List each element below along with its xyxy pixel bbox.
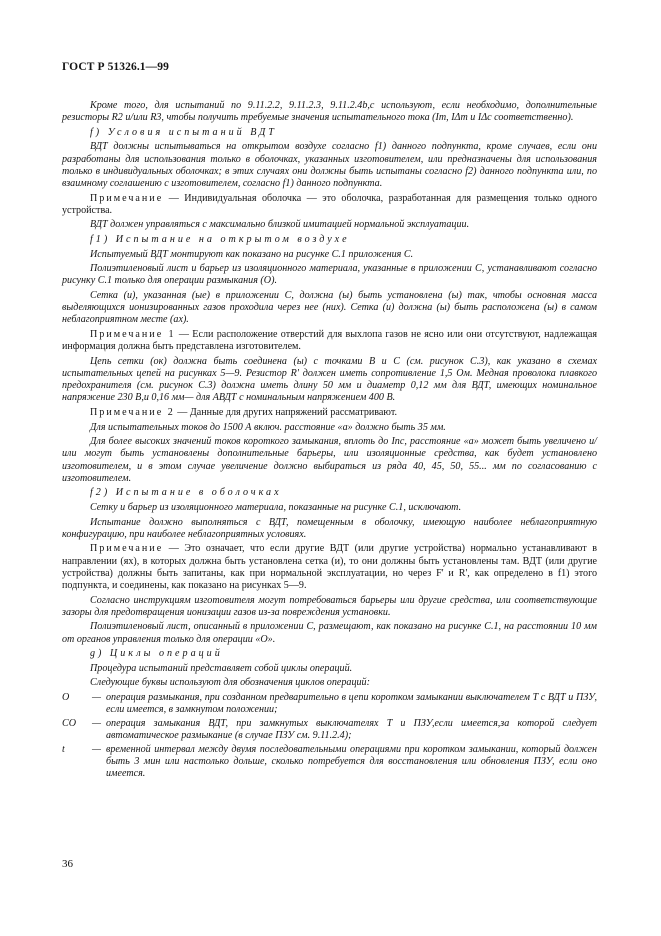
operation-key: CO <box>62 717 77 729</box>
dash: — <box>92 691 101 703</box>
note-label: Примечание 2 <box>90 406 175 418</box>
paragraph: Следующие буквы используют для обозначения циклов операций: <box>90 677 370 689</box>
paragraph: Цепь сетки (ок) должна быть соединена (ы) с точками B и C (см. рисунок С.3), как указано в схемах испытательных цепей на рисунках 5—9. Резистор R' должен иметь сопротивление 1,5 Ом. Медная проволока плавкого предохранителя (см. рисунок С.3) должна иметь длину 50 мм и диаметр 0,12 мм для ВДТ, имеющих номинальное напряжение 230 В,и 0,16 мм— для АВДТ с номинальным напряжением 400 В. <box>62 355 597 404</box>
operation-text: временной интервал между двумя последовательными операциями при коротком замыкании, который должен быть 3 мин или настолько дольше, сколько потребуется для восстановления или обновления ПЗУ, если оно имеется. <box>106 743 597 780</box>
operation-text: операция размыкания, при созданном предварительно в цепи коротком замыкании выключателем T с ВДТ и ПЗУ, если имеется, в замкнутом положении; <box>106 691 597 716</box>
note <box>62 329 597 353</box>
note <box>62 407 597 419</box>
operation-text: операция замыкания ВДТ, при замкнутых выключателях T и ПЗУ,если имеется,за которой следует автоматическое размыкание (в случае ПЗУ см. 9.11.2.4); <box>106 717 597 742</box>
paragraph: Испытание должно выполняться с ВДТ, помещенным в оболочку, имеющую наиболее неблагоприятную конфигурацию, при наиболее неблагоприятных условиях. <box>62 516 597 540</box>
operation-key: O <box>62 691 70 703</box>
dash: — <box>92 717 101 729</box>
paragraph: Полиэтиленовый лист и барьер из изоляционного материала, указанные в приложении С, устанавливают согласно рисунку С.1 только для операции размыкания (О). <box>62 263 597 287</box>
page-number: 36 <box>62 858 73 870</box>
note-label: Примечание <box>90 543 164 555</box>
note-label: Примечание 1 <box>90 328 176 340</box>
note <box>62 543 597 592</box>
note-text: — Если расположение отверстий для выхлопа газов не ясно или они отсутствуют, надлежащая информация должна быть представлена изготовителем. <box>62 328 597 353</box>
paragraph: Сетка (и), указанная (ые) в приложении С, должна (ы) быть установлена (ы) так, чтобы основная масса выделяющихся ионизированных газов проходила через нее (них). Сетка (и) должна (ы) быть расположена (ы) в самом неблагоприятном месте (ах). <box>62 289 597 326</box>
operation-definition-t <box>62 744 597 781</box>
paragraph: Сетку и барьер из изоляционного материала, показанные на рисунке С.1, исключают. <box>90 501 462 513</box>
section-heading-f2: f2) Испытание в оболочках <box>90 487 282 499</box>
paragraph: ВДТ должны испытываться на открытом воздухе согласно f1) данного подпункта, кроме случаев, если они разработаны для использования только в оболочках, указанных изготовителем, или предназначены для использования только в индивидуальных оболочках; в этих случаях они должны быть испытаны согласно f2) данного подпункта или, по взаимному соглашению с изготовителем, согласно f1) данного подпункта. <box>62 141 597 189</box>
page-body <box>62 100 597 782</box>
paragraph: Процедура испытаний представляет собой циклы операций. <box>90 662 353 674</box>
note-text: — Данные для других напряжений рассматривают. <box>174 406 397 418</box>
dash: — <box>92 743 101 755</box>
operation-definition-o <box>62 692 597 716</box>
section-heading-f1: f1) Испытание на открытом воздухе <box>90 233 350 245</box>
section-heading-g: g) Циклы операций <box>90 648 223 660</box>
note-text: — Индивидуальная оболочка — это оболочка, разработанная для размещения только одного устройства. <box>62 192 597 216</box>
paragraph: Согласно инструкциям изготовителя могут потребоваться барьеры или другие средства, или соответствующие зазоры для предотвращения ионизации газов из-за повреждения установки. <box>62 594 597 618</box>
operation-definition-co <box>62 718 597 742</box>
paragraph: Полиэтиленовый лист, описанный в приложении С, размещают, как показано на рисунке С.1, на расстоянии 10 мм от органов управления только для операции «О». <box>62 621 597 645</box>
note-text: — Это означает, что если другие ВДТ (или другие устройства) нормально устанавливают в направлении (ях), в которых должна быть установлена сетка (и), то они должны быть установлены там. ВДТ (или другие устройства) должны быть запитаны, как при нормальной эксплуатации, но через F' и R', как определено в f1) этого подпункта, и соединены, как показано на рисунках 5—9. <box>62 543 597 591</box>
operation-key: t <box>62 743 65 755</box>
paragraph: ВДТ должен управляться с максимально близкой имитацией нормальной эксплуатации. <box>90 219 470 231</box>
paragraph: Кроме того, для испытаний по 9.11.2.2, 9.11.2.3, 9.11.2.4b,c используют, если необходимо, дополнительные резисторы R2 и/или R3, чтобы получить требуемые значения испытательного тока (Im, IΔm и IΔc соответственно). <box>62 100 597 124</box>
note-label: Примечание <box>90 192 164 204</box>
note <box>62 193 597 217</box>
section-heading-f: f) Условия испытаний ВДТ <box>90 126 277 138</box>
paragraph: Для испытательных токов до 1500 А включ. расстояние «а» должно быть 35 мм. <box>90 421 446 433</box>
paragraph: Испытуемый ВДТ монтируют как показано на рисунке С.1 приложения С. <box>90 248 414 260</box>
document-header: ГОСТ Р 51326.1—99 <box>62 61 169 73</box>
paragraph: Для более высоких значений токов короткого замыкания, вплоть до Inc, расстояние «а» может быть увеличено и/или могут быть установлены дополнительные барьеры, или изоляционные средства, как будет установлено изготовителем, и в этом случае увеличение должно выбираться из ряда 40, 45, 50, 55... мм по согласованию с изготовителем. <box>62 436 597 484</box>
